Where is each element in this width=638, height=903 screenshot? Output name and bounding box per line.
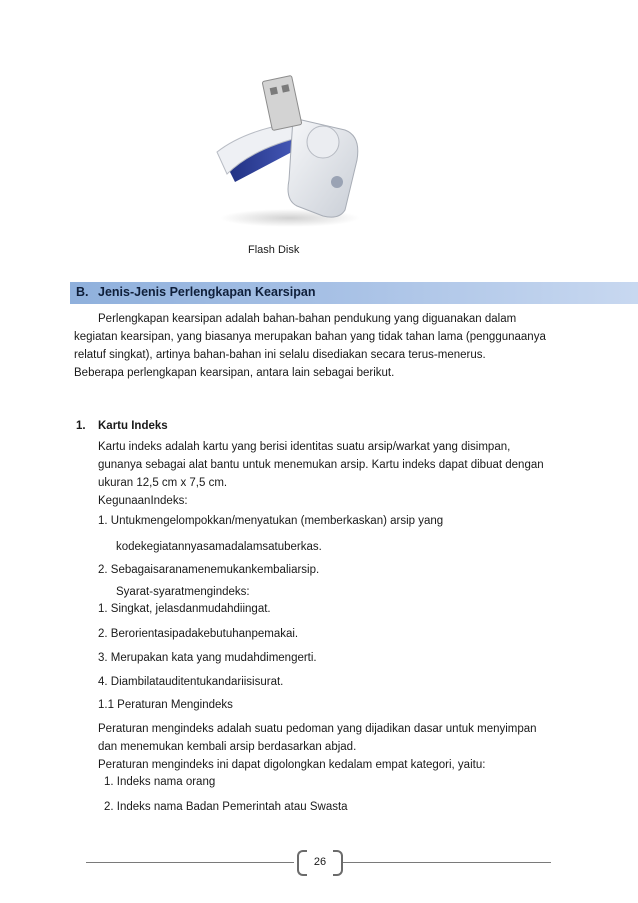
item-desc-line: Kartu indeks adalah kartu yang berisi identitas suatu arsip/warkat yang disimpan, — [98, 441, 511, 453]
item-desc-line: KegunaanIndeks: — [98, 495, 188, 507]
intro-line: kegiatan kearsipan, yang biasanya merupakan bahan yang tidak tahan lama (penggunaanya — [74, 331, 546, 343]
section-title: Jenis-Jenis Perlengkapan Kearsipan — [98, 285, 316, 299]
footer-rule-left — [86, 862, 294, 863]
subsection-heading: 1.1 Peraturan Mengindeks — [98, 699, 233, 711]
uses-item-continuation: kodekegiatannyasamadalamsatuberkas. — [116, 541, 322, 553]
item-title: Kartu Indeks — [98, 420, 168, 432]
figure-caption: Flash Disk — [248, 244, 300, 256]
requirement-item: 1. Singkat, jelasdanmudahdiingat. — [98, 603, 271, 615]
requirement-item: 4. Diambilatauditentukandariisisurat. — [98, 676, 284, 688]
intro-line: Perlengkapan kearsipan adalah bahan-bahan pendukung yang diguanakan dalam — [98, 313, 517, 325]
intro-line: relatuf singkat), artinya bahan-bahan ini selalu disediakan secara terus-menerus. — [74, 349, 486, 361]
flash-disk-image — [205, 70, 375, 230]
footer-rule-right — [343, 862, 551, 863]
subsection-line: dan menemukan kembali arsip berdasarkan abjad. — [98, 741, 357, 753]
category-item: 1. Indeks nama orang — [104, 776, 216, 788]
item-desc-line: ukuran 12,5 cm x 7,5 cm. — [98, 477, 228, 489]
item-desc-line: gunanya sebagai alat bantu untuk menemukan arsip. Kartu indeks dapat dibuat dengan — [98, 459, 544, 471]
uses-item: 1. Untukmengelompokkan/menyatukan (memberkaskan) arsip yang — [98, 515, 444, 527]
item-number: 1. — [76, 420, 86, 432]
requirement-item: 2. Berorientasipadakebutuhanpemakai. — [98, 628, 299, 640]
page-number-bracket-right — [333, 850, 343, 876]
subsection-line: Peraturan mengindeks ini dapat digolongkan kedalam empat kategori, yaitu: — [98, 759, 486, 771]
category-item: 2. Indeks nama Badan Pemerintah atau Swasta — [104, 801, 348, 813]
section-letter: B. — [76, 285, 89, 299]
requirement-item: 3. Merupakan kata yang mudahdimengerti. — [98, 652, 317, 664]
intro-line: Beberapa perlengkapan kearsipan, antara lain sebagai berikut. — [74, 367, 395, 379]
subsection-line: Peraturan mengindeks adalah suatu pedoman yang dijadikan dasar untuk menyimpan — [98, 723, 537, 735]
requirements-heading: Syarat-syaratmengindeks: — [116, 586, 250, 598]
uses-item: 2. Sebagaisaranamenemukankembaliarsip. — [98, 564, 320, 576]
page-number: 26 — [313, 856, 327, 868]
